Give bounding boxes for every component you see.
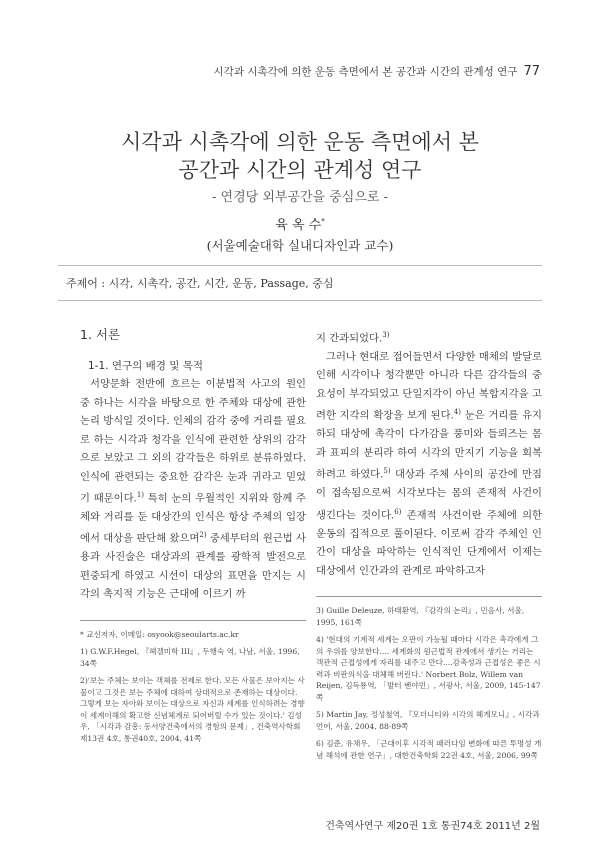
footnote: * 교신저자, 이메일: osyook@seoularts.ac.kr [80, 629, 239, 639]
footnote: 5) Martin Jay, 정성철역, 『모더니티와 시각의 헤게모니』, 시각과 언어, 서울, 2004, 88-89쪽 [316, 710, 540, 731]
running-header [60, 64, 540, 79]
footnote-ref: 2) [199, 531, 207, 540]
running-header-text: 시각과 시촉각에 의한 운동 측면에서 본 공간과 시간의 관계성 연구 [213, 66, 518, 78]
footnotes-left [80, 629, 306, 745]
author-name: 육 옥 수 [275, 218, 322, 233]
footnotes-right [316, 605, 542, 761]
text-run: 특히 눈의 우월적인 지위와 함께 주체와 거리를 둔 대상간의 인식은 항상 주체의 입장에서 대상을 판단해 왔으며 [80, 492, 306, 545]
title-block [60, 128, 540, 205]
paragraph [80, 375, 306, 604]
paragraph [316, 348, 542, 580]
text-run: 지 간과되었다. [316, 332, 383, 345]
author-affiliation: (서울예술대학 실내디자인과 교수) [206, 238, 394, 253]
right-column [316, 326, 542, 767]
text-run: 눈은 거리를 유지하되 대상에 촉각이 다가감을 풍미와 들뢰즈는 몸과 표피의 분리라 하여 시각의 만지기 기능을 회복하려고 하였다. [316, 409, 542, 481]
footnote: 6) 김준, 유채우, 「근대이후 시각적 패러다임 변화에 따른 투명성 개념 해석에 관한 연구」, 대한건축학회 22권 4호, 서울, 2006, 99쪽 [316, 739, 542, 760]
paper-title-line2: 공간과 시간의 관계성 연구 [178, 158, 422, 182]
paragraph [316, 326, 542, 348]
section-title: 1. 서론 [80, 327, 121, 342]
footnote: 4) '현대의 기계적 세계는 오판이 가능될 때마다 시각은 촉각에게 그의 우위를 양보한다.... 세계화의 원근법적 관계에서 생기는 거리는 객관적 근접성에게 자리를 내주고 만다....감촉성과 근접성은 좋은 시력과 비판의식을 대체해 버린다.' Norbert Bolz, Willem van Reijen, 김득룡역, 「발터 벤야민」, 서광사, 서울, 2009, 145-147쪽 [316, 635, 541, 702]
left-column [80, 326, 306, 750]
paper-title-line1: 시각과 시촉각에 의한 운동 측면에서 본 [121, 130, 479, 154]
footnote-rule [80, 620, 306, 621]
author [60, 214, 540, 233]
paper-subtitle: - 연경당 외부공간을 중심으로 - [211, 190, 388, 205]
footnote-ref: 3) [382, 331, 390, 339]
text-run: 그러나 현대로 접어들면서 다양한 매체의 발달로 인해 시각이나 청각뿐만 아니라 다른 감각들의 중요성이 부각되었고 단일지각이 아닌 복합지각을 고려한 지각의 확장을 보게 된다. [316, 350, 542, 422]
footnote-ref: 5) [383, 467, 391, 476]
text-run: 존재적 사건이란 주체에 의한 운동의 집적으로 풀이된다. 이로써 감각 주체인 인간이 대상을 파악하는 인식적인 단계에서 이제는 대상에서 인간과의 관계로 파악하고자 [316, 509, 542, 577]
footnote: 3) Guille Deleuze, 하태환역, 『감각의 논리』, 민음사, 서울, 1995, 161쪽 [316, 606, 525, 627]
text-run: 대상과 주체 사이의 공간에 만짐이 접속됨으로써 시각보다는 몸의 존재적 사건이 생긴다는 것이다. [316, 468, 542, 522]
text-run: 서양문화 전반에 흐르는 이분법적 사고의 원인 중 하나는 시각을 바탕으로 한 주체와 대상에 관한 논리 방식일 것이다. 인체의 감각 중에 거리를 필요로 하는 시각과 청각을 인식에 관련한 상위의 감각으로 보았고 그 외의 감각들은 하위로 분류하였다. 인식에 관련되는 중요한 감각은 눈과 귀라고 믿었기 때문이다. [80, 378, 306, 505]
footnote-ref: 1) [136, 491, 144, 499]
footnote-ref: 6) [394, 507, 402, 516]
keywords: 주제어 : 시각, 시촉각, 공간, 시간, 운동, Passage, 중심 [58, 265, 542, 301]
footnote-ref: 4) [453, 408, 461, 417]
footnote-rule [316, 596, 542, 597]
subsection-title: 1-1. 연구의 배경 및 목적 [88, 359, 203, 372]
footnote: 2)'보는 주체는 보이는 객체를 전제로 한다. 모든 사물은 보아지는 사물이고 그것은 보는 주체에 대하여 상대적으로 존재하는 대상이다. 그렇게 보는 자아와 보이는 대상으로 자신과 세계를 인식하려는 경향이 세계이해의 확고한 신념체계로 되어버릴 수가 있는 것이다.' 김성우, 「시각과 감흥: 동서양건축에서의 경험의 문제」, 건축역사학회 제13권 4호, 통권40호, 2004, 41쪽 [80, 676, 305, 743]
page-number: 77 [523, 64, 540, 79]
footnote: 1) G.W.F.Hegel, 『헤겔미학 III』, 두행숙 역, 나남, 서울, 1996, 34쪽 [80, 647, 300, 668]
text-run: 중세부터의 원근법 사용과 사진술은 대상과의 관계를 광학적 발전으로 편중되게 하였고 시선이 대상의 표면을 만지는 시각의 촉지적 기능은 근대에 이르기 까 [80, 532, 307, 601]
journal-footer: 건축역사연구 제20권 1호 통권74호 2011년 2월 [325, 821, 540, 832]
author-mark: * [321, 217, 325, 226]
